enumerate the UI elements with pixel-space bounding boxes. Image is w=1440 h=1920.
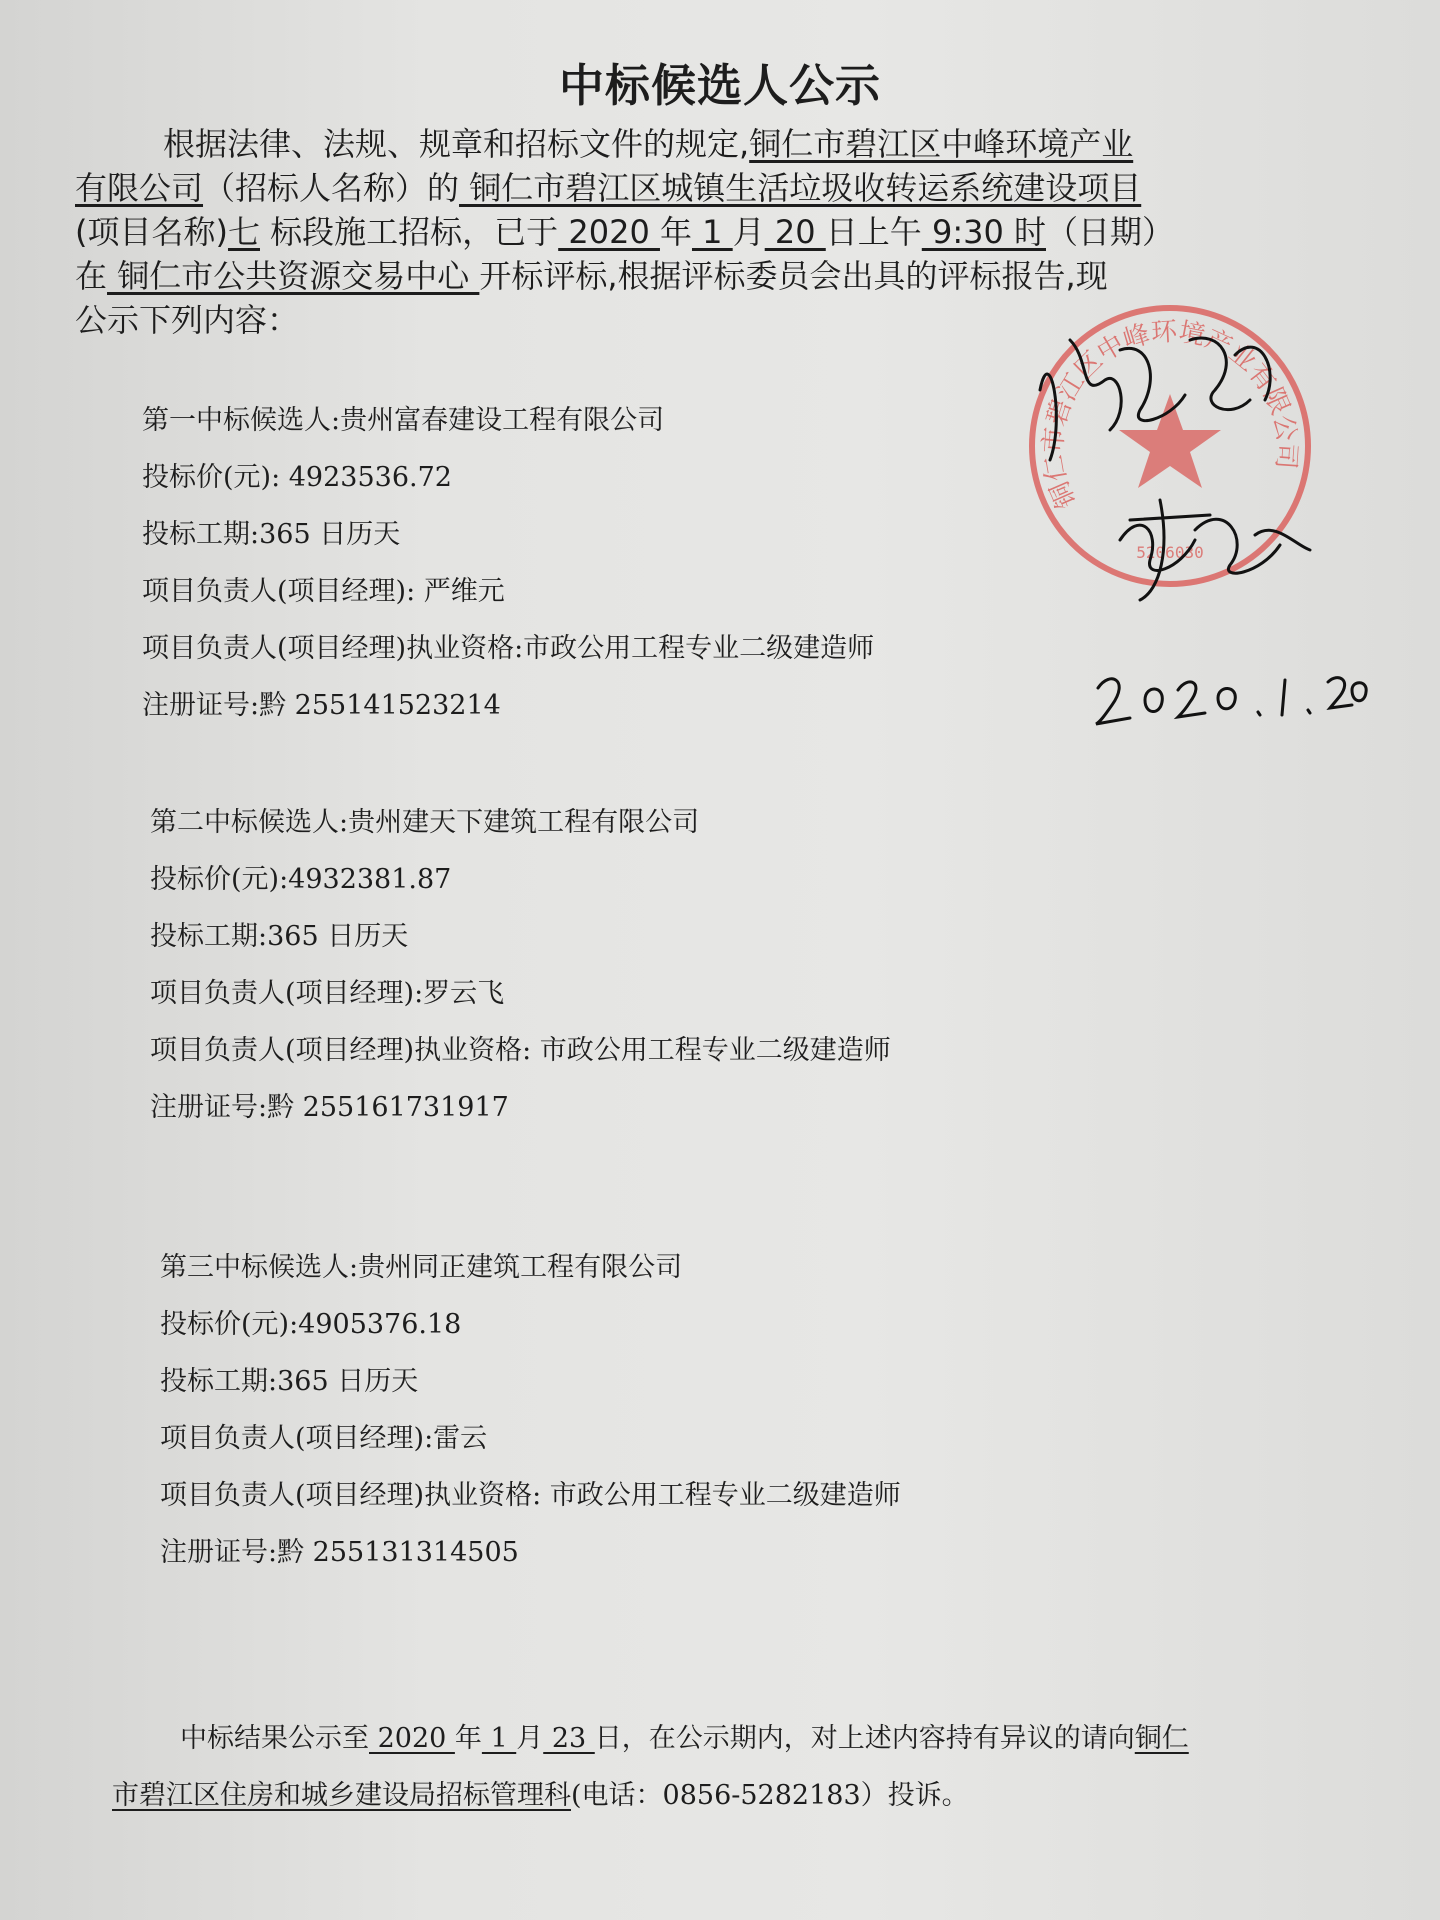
candidate-qualification: 项目负责人(项目经理)执业资格:市政公用工程专业二级建造师 <box>142 633 875 664</box>
candidate-manager: 项目负责人(项目经理):罗云飞 <box>150 978 505 1009</box>
intro-text: 日上午 <box>825 213 922 251</box>
candidate-block-3 <box>160 1239 901 1581</box>
open-day: 20 <box>764 213 826 251</box>
lot-number: 七 <box>227 213 260 251</box>
seal-text: 铜仁市碧江区中峰环境产业有限公司 <box>1038 316 1302 513</box>
intro-text: 在 <box>75 257 108 295</box>
candidate-block-2 <box>150 794 891 1136</box>
project-name: 铜仁市碧江区城镇生活垃圾收转运系统建设项目 <box>459 169 1142 207</box>
open-month: 1 <box>691 213 733 251</box>
candidate-rank: 第二中标候选人:贵州建天下建筑工程有限公司 <box>150 807 700 838</box>
candidate-price: 投标价(元):4932381.87 <box>150 864 452 895</box>
complaint-office-part-1: 铜仁 <box>1134 1723 1189 1754</box>
candidate-period: 投标工期:365 日历天 <box>160 1366 419 1397</box>
footer-contact: (电话：0856-5282183）投诉。 <box>571 1780 969 1811</box>
open-time: 9:30 时 <box>921 213 1046 251</box>
publicity-year: 2020 <box>369 1723 455 1754</box>
intro-text: 标段施工招标，已于 <box>260 213 559 251</box>
handwritten-date <box>1090 660 1370 730</box>
intro-text: （日期） <box>1046 213 1175 251</box>
candidate-period: 投标工期:365 日历天 <box>142 519 401 550</box>
tenderer-name-part-2: 有限公司 <box>75 169 204 207</box>
seal-code: 5206030 <box>1136 543 1204 562</box>
intro-text: 根据法律、法规、规章和招标文件的规定, <box>163 125 750 163</box>
footer-text: 年 <box>454 1723 482 1754</box>
candidate-registration: 注册证号:黔 255141523214 <box>142 690 501 721</box>
intro-text: (项目名称) <box>75 213 228 251</box>
footer-text: 月 <box>516 1723 544 1754</box>
candidate-block-1 <box>142 392 874 734</box>
document-title: 中标候选人公示 <box>558 59 881 112</box>
handwritten-signature <box>1010 300 1340 630</box>
intro-text: 开标评标,根据评标委员会出具的评标报告,现 <box>479 257 1108 295</box>
intro-line-5: 公示下列内容： <box>75 301 300 339</box>
candidate-registration: 注册证号:黔 255161731917 <box>150 1092 509 1123</box>
candidate-rank: 第三中标候选人:贵州同正建筑工程有限公司 <box>160 1252 683 1283</box>
intro-text: （招标人名称）的 <box>203 169 460 207</box>
publicity-month: 1 <box>481 1723 517 1754</box>
footer-line-1 <box>112 1710 1292 1767</box>
footer-text: 日，在公示期内，对上述内容持有异议的请向 <box>594 1723 1135 1754</box>
intro-line-4 <box>75 254 1305 298</box>
tenderer-name-part-1: 铜仁市碧江区中峰环境产业 <box>749 125 1134 163</box>
candidate-rank: 第一中标候选人:贵州富春建设工程有限公司 <box>142 405 665 436</box>
candidate-qualification: 项目负责人(项目经理)执业资格: 市政公用工程专业二级建造师 <box>160 1480 901 1511</box>
intro-line-2 <box>75 166 1305 210</box>
venue-name: 铜仁市公共资源交易中心 <box>107 257 480 295</box>
publicity-day: 23 <box>543 1723 595 1754</box>
footer-line-2 <box>112 1767 1292 1824</box>
candidate-qualification: 项目负责人(项目经理)执业资格: 市政公用工程专业二级建造师 <box>150 1035 891 1066</box>
candidate-price: 投标价(元):4905376.18 <box>160 1309 462 1340</box>
candidate-manager: 项目负责人(项目经理):雷云 <box>160 1423 488 1454</box>
intro-text: 月 <box>732 213 765 251</box>
intro-line-3 <box>75 210 1305 254</box>
intro-line-1 <box>75 122 1305 166</box>
open-year: 2020 <box>558 213 660 251</box>
candidate-price: 投标价(元): 4923536.72 <box>142 462 452 493</box>
intro-text: 年 <box>659 213 692 251</box>
candidate-period: 投标工期:365 日历天 <box>150 921 409 952</box>
complaint-office-part-2: 市碧江区住房和城乡建设局招标管理科 <box>112 1780 571 1811</box>
footer-paragraph <box>112 1710 1292 1824</box>
footer-text: 中标结果公示至 <box>180 1723 369 1754</box>
candidate-registration: 注册证号:黔 255131314505 <box>160 1537 519 1568</box>
candidate-manager: 项目负责人(项目经理): 严维元 <box>142 576 505 607</box>
